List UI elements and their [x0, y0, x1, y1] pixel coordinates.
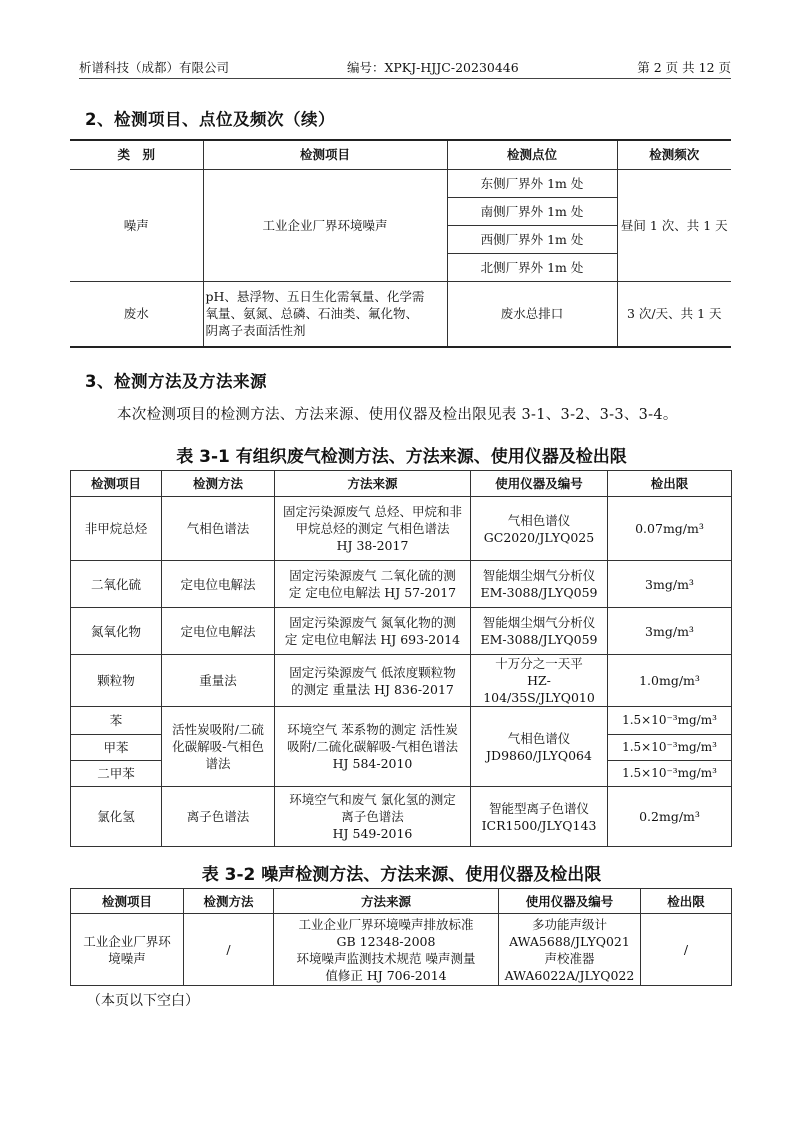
item-cell: 二氧化硫: [71, 561, 162, 608]
point-cell: 东侧厂界外 1m 处: [447, 169, 617, 197]
col-header: 检测项目: [203, 140, 447, 169]
col-header: 检出限: [641, 889, 732, 914]
frequency-cell: 3 次/天、共 1 天: [617, 281, 731, 347]
item-cell: [71, 914, 184, 986]
instrument-cell: [471, 561, 608, 608]
page-number: 第 2 页 共 12 页: [637, 60, 731, 75]
instrument-line: 声校准器: [544, 950, 595, 966]
instrument-line: GC2020/JLYQ025: [483, 529, 595, 545]
source-cell: [275, 561, 471, 608]
instrument-cell: [471, 787, 608, 847]
section-3-paragraph: 本次检测项目的检测方法、方法来源、使用仪器及检出限见表 3-1、3-2、3-3、3-4。: [117, 407, 678, 423]
col-header: 检测方法: [162, 471, 275, 497]
instrument-line: AWA6022A/JLYQ022: [504, 967, 635, 983]
item-line: 工业企业厂界环: [83, 933, 171, 949]
item-cell: [203, 281, 447, 347]
method-cell: /: [184, 914, 274, 986]
instrument-line: 十万分之一天平: [495, 656, 583, 671]
source-cell: [275, 787, 471, 847]
source-line: 环境空气 苯系物的测定 活性炭: [287, 722, 458, 737]
col-header: 检测点位: [447, 140, 617, 169]
item-cell: 二甲苯: [71, 761, 162, 787]
source-line: 定 定电位电解法 HJ 693-2014: [284, 632, 461, 647]
table-3-1-caption: 表 3-1 有组织废气检测方法、方法来源、使用仪器及检出限: [176, 447, 627, 467]
detection-items-table: [70, 139, 731, 348]
limit-cell: 0.2mg/m³: [608, 787, 732, 847]
limit-cell: 0.07mg/m³: [608, 497, 732, 561]
instrument-line: HZ-104/35S/JLYQ010: [483, 673, 595, 705]
page-header: [79, 58, 731, 78]
source-line: 吸附/二硫化碳解吸-气相色谱法: [287, 739, 458, 754]
method-line: 谱法: [205, 756, 231, 771]
item-cell: 氯化氢: [71, 787, 162, 847]
source-line: 离子色谱法: [341, 809, 404, 824]
instrument-line: 智能烟尘烟气分析仪: [482, 615, 596, 630]
source-cell: [275, 497, 471, 561]
source-line: 固定污染源废气 总烃、甲烷和非: [283, 504, 462, 519]
source-line: 固定污染源废气 低浓度颗粒物: [289, 664, 456, 680]
table-3-2-caption: 表 3-2 噪声检测方法、方法来源、使用仪器及检出限: [201, 865, 602, 885]
instrument-line: 智能烟尘烟气分析仪: [482, 568, 596, 583]
table-3-2: [70, 888, 732, 986]
col-header: 检测项目: [71, 889, 184, 914]
instrument-cell: [471, 707, 608, 787]
instrument-line: 多功能声级计: [531, 916, 607, 932]
limit-cell: /: [641, 914, 732, 986]
method-cell: 气相色谱法: [162, 497, 275, 561]
point-cell: 废水总排口: [447, 281, 617, 347]
instrument-line: EM-3088/JLYQ059: [480, 585, 598, 600]
method-cell: 定电位电解法: [162, 561, 275, 608]
source-line: 固定污染源废气 氮氧化物的测: [289, 615, 456, 630]
source-line: HJ 549-2016: [332, 826, 413, 841]
limit-cell: 3mg/m³: [608, 561, 732, 608]
item-cell: 甲苯: [71, 735, 162, 761]
method-cell: [162, 707, 275, 787]
item-cell: 苯: [71, 707, 162, 735]
section-2-title: 2、检测项目、点位及频次（续）: [85, 110, 335, 129]
col-header: 方法来源: [275, 471, 471, 497]
frequency-cell: 昼间 1 次、共 1 天: [617, 169, 731, 281]
item-line: 氧量、氨氮、总磷、石油类、氟化物、: [205, 306, 419, 322]
source-line: 定 定电位电解法 HJ 57-2017: [288, 585, 457, 600]
item-cell: 颗粒物: [71, 655, 162, 707]
limit-cell: 1.5×10⁻³mg/m³: [608, 761, 732, 787]
source-cell: [275, 608, 471, 655]
instrument-line: ICR1500/JLYQ143: [481, 817, 597, 833]
col-header: 方法来源: [274, 889, 499, 914]
instrument-line: AWA5688/JLYQ021: [509, 933, 630, 949]
item-line: 境噪声: [108, 950, 146, 966]
instrument-cell: [471, 608, 608, 655]
method-line: 活性炭吸附/二硫: [172, 722, 264, 737]
instrument-cell: [471, 655, 608, 707]
source-line: HJ 38-2017: [336, 538, 409, 553]
instrument-line: 智能型离子色谱仪: [488, 800, 589, 816]
method-cell: 定电位电解法: [162, 608, 275, 655]
point-cell: 南侧厂界外 1m 处: [447, 197, 617, 225]
company-name: 析谱科技（成都）有限公司: [79, 60, 230, 75]
col-header: 检测频次: [617, 140, 731, 169]
source-cell: [274, 914, 499, 986]
point-cell: 北侧厂界外 1m 处: [447, 253, 617, 281]
instrument-cell: [499, 914, 641, 986]
item-line: 阴离子表面活性剂: [205, 323, 306, 339]
col-header: 使用仪器及编号: [499, 889, 641, 914]
instrument-line: JD9860/JLYQ064: [486, 747, 592, 763]
source-line: 的测定 重量法 HJ 836-2017: [291, 681, 454, 697]
item-cell: 工业企业厂界环境噪声: [203, 169, 447, 281]
section-3-title: 3、检测方法及方法来源: [85, 372, 267, 391]
table-3-1: [70, 470, 732, 847]
source-line: HJ 584-2010: [332, 756, 413, 771]
instrument-line: 气相色谱仪: [507, 730, 571, 746]
source-line: 环境噪声监测技术规范 噪声测量: [296, 950, 476, 966]
instrument-line: EM-3088/JLYQ059: [480, 632, 598, 647]
source-line: 工业企业厂界环境噪声排放标准: [298, 916, 474, 932]
limit-cell: 1.5×10⁻³mg/m³: [608, 707, 732, 735]
document-code: 编号：XPKJ-HJJC-20230446: [347, 60, 519, 75]
method-cell: 重量法: [162, 655, 275, 707]
source-line: GB 12348-2008: [336, 933, 436, 949]
source-cell: [275, 707, 471, 787]
blank-below-note: （本页以下空白）: [87, 993, 199, 1009]
method-cell: 离子色谱法: [162, 787, 275, 847]
col-header: 检测项目: [71, 471, 162, 497]
instrument-line: 气相色谱仪: [507, 512, 571, 528]
item-line: pH、悬浮物、五日生化需氧量、化学需: [205, 289, 425, 305]
point-cell: 西侧厂界外 1m 处: [447, 225, 617, 253]
item-cell: 非甲烷总烃: [71, 497, 162, 561]
header-divider: [79, 78, 731, 79]
limit-cell: 3mg/m³: [608, 608, 732, 655]
method-line: 化碳解吸-气相色: [172, 739, 264, 754]
source-line: 环境空气和废气 氯化氢的测定: [289, 792, 456, 807]
limit-cell: 1.0mg/m³: [608, 655, 732, 707]
limit-cell: 1.5×10⁻³mg/m³: [608, 735, 732, 761]
col-header: 检出限: [608, 471, 732, 497]
instrument-cell: [471, 497, 608, 561]
source-line: 固定污染源废气 二氧化硫的测: [289, 568, 456, 583]
source-cell: [275, 655, 471, 707]
category-cell: 噪声: [70, 169, 203, 281]
source-line: 值修正 HJ 706-2014: [325, 967, 447, 983]
category-cell: 废水: [70, 281, 203, 347]
item-cell: 氮氧化物: [71, 608, 162, 655]
source-line: 甲烷总烃的测定 气相色谱法: [295, 521, 450, 536]
col-header: 使用仪器及编号: [471, 471, 608, 497]
col-header: 检测方法: [184, 889, 274, 914]
col-header: 类 别: [70, 140, 203, 169]
